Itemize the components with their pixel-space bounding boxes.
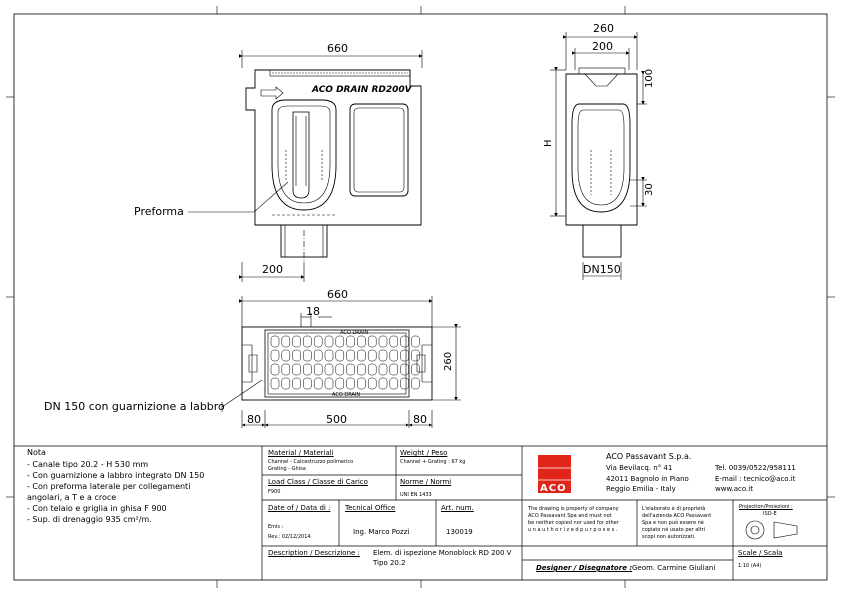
notes-item: - Sup. di drenaggio 935 cm²/m. bbox=[27, 515, 152, 524]
grate-slot bbox=[390, 336, 398, 347]
art-num-value: 130019 bbox=[446, 528, 473, 536]
grate-slot bbox=[368, 350, 376, 361]
designer-label: Designer / Disegnatore : bbox=[536, 564, 633, 572]
emis-label: Emis : bbox=[268, 524, 284, 530]
side-channel-profile bbox=[572, 104, 630, 212]
grate-slot bbox=[411, 364, 419, 375]
dim-dn150: DN150 bbox=[583, 263, 621, 276]
company-email: E-mail : tecnico@aco.it bbox=[715, 475, 796, 483]
grate-slot bbox=[390, 350, 398, 361]
disclaimer-it-line: L'elaborato è di proprietà bbox=[642, 506, 706, 512]
company-web: www.aco.it bbox=[715, 485, 753, 493]
grate-slot bbox=[379, 364, 387, 375]
description-line-2: Tipo 20.2 bbox=[373, 559, 406, 567]
grate-slot bbox=[390, 378, 398, 389]
disclaimer-en-line: be neither copied nor used for other bbox=[528, 520, 619, 526]
grate-slot bbox=[401, 364, 409, 375]
grate-slot bbox=[390, 364, 398, 375]
grate-slot bbox=[314, 364, 322, 375]
grate-slot bbox=[347, 350, 355, 361]
grate-slot bbox=[368, 364, 376, 375]
disclaimer-it-line: copiato nè usato per altri bbox=[642, 527, 706, 533]
grate-slot bbox=[282, 350, 290, 361]
grate-slot bbox=[336, 350, 344, 361]
grate-slot bbox=[325, 336, 333, 347]
grate-slot bbox=[368, 378, 376, 389]
materials-label: Material / Materiali bbox=[268, 449, 334, 457]
grate-marking-bottom: ACO DRAIN bbox=[332, 392, 361, 398]
grate-slot bbox=[347, 336, 355, 347]
frame-ticks bbox=[6, 6, 835, 588]
grate-slot bbox=[303, 350, 311, 361]
grate-slot bbox=[314, 336, 322, 347]
company-address-2: 42011 Bagnolo in Piano bbox=[606, 475, 689, 483]
dim-100: 100 bbox=[644, 68, 655, 88]
disclaimer-it-line: dell'azienda ACO Passavant bbox=[642, 513, 712, 519]
description-label: Description / Descrizione : bbox=[268, 549, 360, 557]
side-window bbox=[350, 104, 408, 196]
preforma-leader bbox=[188, 182, 288, 212]
grate-slot bbox=[293, 378, 301, 389]
grate-slot bbox=[303, 364, 311, 375]
grate-slot bbox=[282, 336, 290, 347]
grate-slot bbox=[293, 350, 301, 361]
dim-80-right: 80 bbox=[413, 413, 427, 426]
grate-slot bbox=[271, 350, 279, 361]
materials-channel: Channel - Calcestruzzo polimerico bbox=[268, 459, 354, 465]
grate-slot bbox=[401, 350, 409, 361]
projection-symbol bbox=[746, 521, 797, 539]
notes-item: - Canale tipo 20.2 - H 530 mm bbox=[27, 460, 149, 469]
weight-label: Weight / Peso bbox=[400, 449, 448, 457]
grate-slot bbox=[347, 378, 355, 389]
grate-slot bbox=[357, 336, 365, 347]
norme-value: UNI EN 1433 bbox=[400, 492, 432, 498]
side-body-outline bbox=[566, 74, 637, 225]
projection-label: Projection/Proiezioni : bbox=[739, 504, 793, 510]
dim-H: H bbox=[543, 139, 554, 147]
grate-slot bbox=[293, 364, 301, 375]
grate-slot bbox=[401, 336, 409, 347]
disclaimer-en-line: ACO Passavant Spa and must not bbox=[528, 513, 612, 519]
disclaimer-it-line: Spa e non può essere nè bbox=[642, 520, 704, 526]
company-name: ACO Passavant S.p.a. bbox=[606, 452, 692, 461]
disclaimer-en-line: u n a u t h o r i z e d p u r p o s e s . bbox=[528, 527, 618, 533]
dim-660-plan: 660 bbox=[327, 288, 348, 301]
grate-slot bbox=[336, 378, 344, 389]
grate-slot bbox=[357, 378, 365, 389]
grate-slot bbox=[282, 364, 290, 375]
grate-slot bbox=[347, 364, 355, 375]
designer-value: Geom. Carmine Giuliani bbox=[632, 564, 716, 572]
dim-500: 500 bbox=[326, 413, 347, 426]
grate-slot bbox=[379, 336, 387, 347]
dim-660-top: 660 bbox=[327, 42, 348, 55]
dim-200-side: 200 bbox=[592, 40, 613, 53]
date-label: Date of / Data di : bbox=[268, 504, 331, 512]
notes-item: - Con preforma laterale per collegamenti bbox=[27, 482, 191, 491]
weight-value: Channel + Grating : 67 kg bbox=[400, 459, 466, 465]
grate-slot bbox=[325, 378, 333, 389]
dim-30: 30 bbox=[644, 183, 655, 196]
grate-slot bbox=[314, 350, 322, 361]
disclaimer-it-line: scopi non autorizzati. bbox=[642, 534, 696, 540]
side-view bbox=[550, 32, 647, 280]
projection-value: ISO-E bbox=[763, 511, 777, 517]
grate-slot bbox=[314, 378, 322, 389]
grate-slot bbox=[325, 350, 333, 361]
aco-logo-text: ACO bbox=[540, 483, 567, 494]
dim-260-plan: 260 bbox=[443, 351, 454, 371]
rev-value: Rev.: 02/12/2014 bbox=[268, 534, 311, 540]
grate-slot bbox=[379, 378, 387, 389]
grate-slot bbox=[411, 336, 419, 347]
norme-label: Norme / Normi bbox=[400, 478, 452, 486]
preforma-outer bbox=[272, 100, 336, 210]
grate-slot bbox=[368, 336, 376, 347]
plan-view bbox=[222, 296, 461, 428]
materials-grating: Grating - Ghisa bbox=[268, 466, 306, 472]
grate-slot bbox=[357, 350, 365, 361]
scale-value: 1:10 (A4) bbox=[738, 563, 762, 569]
grate-slot bbox=[271, 364, 279, 375]
grate-slot bbox=[303, 378, 311, 389]
art-num-label: Art. num. bbox=[441, 504, 474, 512]
dim-80-left: 80 bbox=[247, 413, 261, 426]
dim-200-front: 200 bbox=[262, 263, 283, 276]
notes-item: - Con guarnizione a labbro integrato DN 150 bbox=[27, 471, 205, 480]
grate-slot bbox=[325, 364, 333, 375]
notes-item: - Con telaio e griglia in ghisa F 900 bbox=[27, 504, 167, 513]
grate-slot bbox=[379, 350, 387, 361]
flow-arrow-shape bbox=[261, 87, 283, 99]
dim-260-side: 260 bbox=[593, 22, 614, 35]
scale-label: Scale / Scala bbox=[738, 549, 783, 557]
grate-slots bbox=[271, 336, 419, 389]
grate-slot bbox=[357, 364, 365, 375]
company-address-3: Reggio Emilia - Italy bbox=[606, 485, 676, 493]
dim-18: 18 bbox=[306, 305, 320, 318]
grate-slot bbox=[293, 336, 301, 347]
grate-slot bbox=[401, 378, 409, 389]
side-outlet-pipe bbox=[583, 225, 621, 257]
plan-grate-frame bbox=[265, 330, 409, 397]
grate-slot bbox=[411, 350, 419, 361]
company-tel: Tel. 0039/0522/958111 bbox=[715, 464, 796, 472]
grate-slot bbox=[336, 336, 344, 347]
body-label: ACO DRAIN RD200V bbox=[312, 85, 412, 95]
tech-office-value: Ing. Marco Pozzi bbox=[353, 528, 410, 536]
grate-slot bbox=[303, 336, 311, 347]
notes-item: angolari, a T e a croce bbox=[27, 493, 117, 502]
load-value: F900 bbox=[268, 489, 281, 495]
grate-slot bbox=[271, 336, 279, 347]
notes-title: Nota bbox=[27, 448, 46, 457]
grate-slot bbox=[411, 378, 419, 389]
company-address-1: Via Bevilacq. n° 41 bbox=[606, 464, 673, 472]
description-line-1: Elem. di ispezione Monoblock RD 200 V bbox=[373, 549, 512, 557]
grate-slot bbox=[282, 378, 290, 389]
grate-slot bbox=[336, 364, 344, 375]
grate-marking-top: ACO DRAIN bbox=[340, 330, 369, 336]
side-grate bbox=[579, 68, 625, 74]
tech-office-label: Tecnical Office bbox=[345, 504, 396, 512]
grate-slot bbox=[271, 378, 279, 389]
disclaimer-en-line: The drawing is property of company bbox=[528, 506, 619, 512]
load-label: Load Class / Classe di Carico bbox=[268, 478, 368, 486]
dn150-callout: DN 150 con guarnizione a labbro bbox=[44, 400, 225, 413]
preforma-label: Preforma bbox=[134, 205, 184, 218]
